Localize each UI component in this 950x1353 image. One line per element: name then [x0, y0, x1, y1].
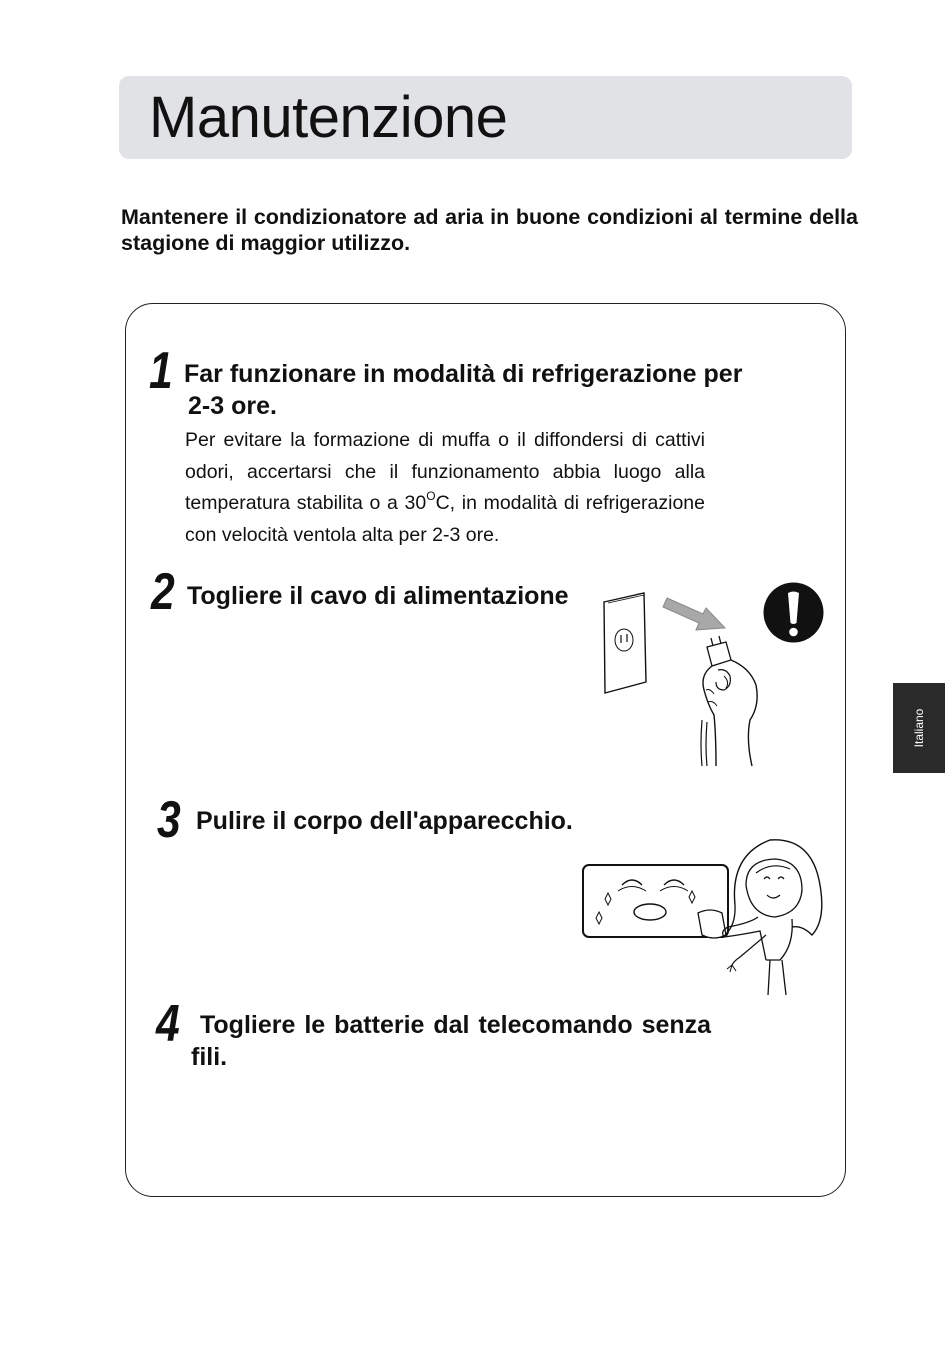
step-1-body — [185, 425, 705, 551]
cleaning-illustration — [580, 835, 828, 1000]
step-4-number: 4 — [156, 995, 180, 1053]
title-bar — [119, 76, 852, 159]
degree-sup: O — [426, 489, 436, 503]
step-1-title: Far funzionare in modalità di refrigerazione per — [184, 360, 743, 388]
step-4-title-cont: fili. — [191, 1043, 228, 1071]
step-1-body-part2: C, in modalità di refrigerazione con velocità ventola alta per 2-3 ore. — [185, 492, 705, 546]
unplug-illustration — [600, 590, 765, 770]
step-1-number: 1 — [149, 342, 173, 400]
language-tab — [893, 683, 945, 773]
step-4-title: Togliere le batterie dal telecomando senza — [200, 1011, 712, 1039]
step-2-number: 2 — [151, 563, 175, 621]
step-1-body-part1: Per evitare la formazione di muffa o il diffondersi di cattivi odori, accertarsi che il funzionamento abbia luogo alla temperatura stabilita o a 30 — [185, 429, 705, 514]
intro-text: Mantenere il condizionatore ad aria in buone condizioni al termine della stagione di maggior utilizzo. — [121, 205, 858, 255]
step-3-number: 3 — [157, 791, 181, 849]
language-tab-label: Italiano — [912, 708, 926, 748]
step-2-title: Togliere il cavo di alimentazione — [187, 582, 569, 610]
step-1-title-cont: 2-3 ore. — [188, 392, 277, 420]
step-3-title: Pulire il corpo dell'apparecchio. — [196, 807, 573, 835]
page-title: Manutenzione — [149, 85, 508, 150]
exclamation-icon — [763, 582, 824, 643]
